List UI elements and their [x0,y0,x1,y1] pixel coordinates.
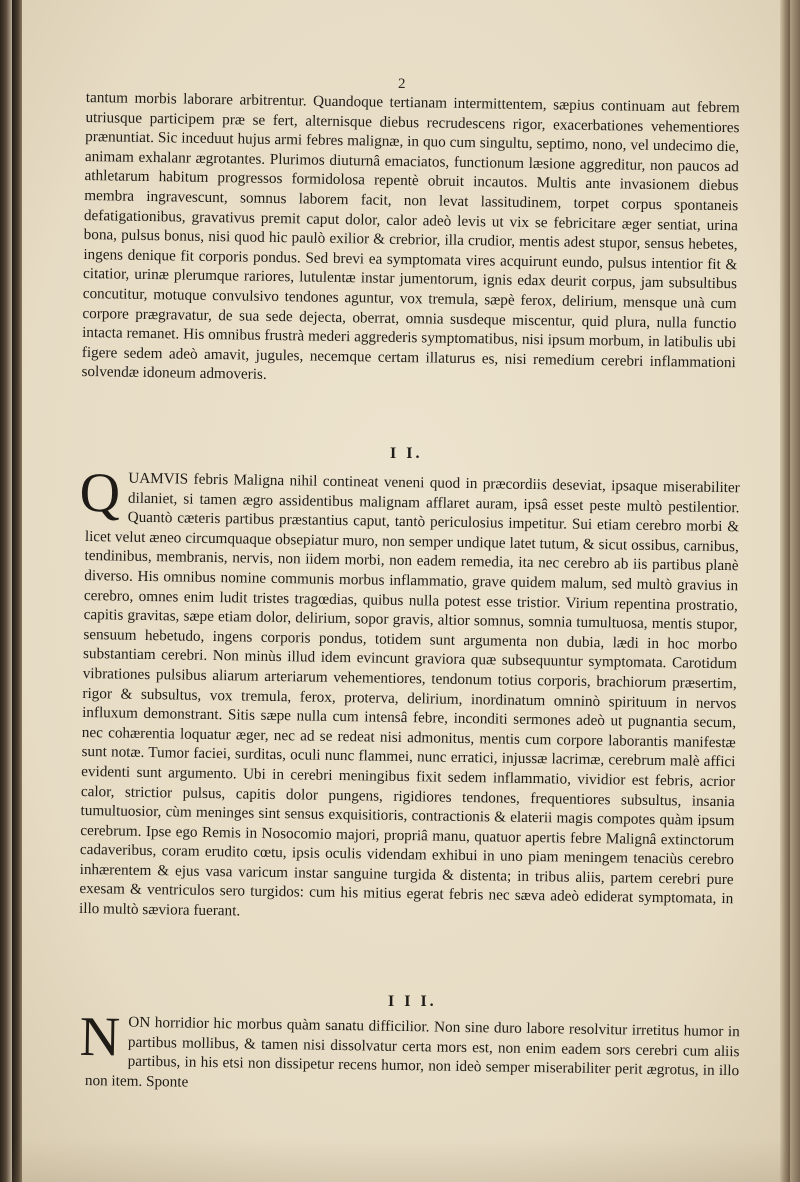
section-2-dropcap: Q [79,461,121,525]
section-3-dropcap: N [79,1005,121,1069]
page-bottom-shade [12,1138,790,1182]
page-number: 2 [398,76,406,92]
section-3-heading: I I I. [388,993,437,1010]
paragraph-section-3 [79,1005,740,1101]
page-fore-edge [780,0,790,1182]
paragraph-section-1 [81,88,740,392]
paragraph-section-2 [78,461,740,929]
section-1-text: tantum morbis laborare arbitrentur. Quandoque tertianam intermittentem, sæpius continuam aut febrem utriusque participem præ se fert, alternisque diebus recrudescens rigor, exacerbationes vehementiores prænuntiat. Sic inceduut hujus armi febres malignæ, in quo cum singultu, septimo, nono, vel undecimo die, animam exhalanr ægrotantes. Plurimos diuturnâ emaciatos, functionum læsione aggreditur, non paucos ad athletarum habitum progressos formidolosa repentè obruit incautos. Multis ante invasionem diebus membra ingravescunt, somnus laborem facit, non levat lassitudinem, torpet corpus spontaneis defatigationibus, gravativus premit caput dolor, calor adeò levis ut vix se febricitare æger sentiat, urina bona, pulsus bonus, nisi quod hic paulò exilior & crebrior, illa crudior, mentis adest stupor, sensus hebetes, ingens denique fit corporis pondus. Sed brevi ea symptomata vires acquirunt eundo, pulsus intentior fit & citatior, urinæ plerumque rariores, lutulentæ instar jumentorum, ignis edax deurit corpus, jam subsultibus concutitur, motuque convulsivo tendones aguntur, vox tremula, sæpè ferox, delirium, mensque unà cum corpore prægravatur, de sua sede dejecta, oberrat, omnia susdeque miscentur, quid plura, nulla functio intacta remanet. His omnibus frustrà mederi aggrederis symptomatibus, nisi ipsum morbum, in latibulis ubi figere sedem adeò amavit, jugules, necemque certam illaturus es, nisi remedium cerebri inflammationi solvendæ idoneum admoveris. [81,88,740,384]
section-2-heading: I I. [390,445,423,462]
page-gutter-shadow [12,0,22,1182]
section-3-text: ON horridior hic morbus quàm sanatu difficilior. Non sine duro labore resolvitur irretitus humor in partibus mollibus, & tamen nisi dissolvatur certa mors est, non enim eadem sors cerebri cum aliis partibus, in his etsi non dissipetur recens humor, non ideò semper miserabiliter perit ægrotus, in illo non item. Sponte [84,1013,740,1091]
section-2-text: UAMVIS febris Maligna nihil contineat veneni quod in præcordiis deseviat, ipsaque miserabiliter dilaniet, si tamen ægro assidentibus malignam afflaret auram, ipsâ esset peste multò pestilentior. Quantò cæteris partibus præstantius caput, tantò periculosius impetitur. Sui etiam cerebro morbi & licet velut æneo circumquaque obsepiatur muro, non semper undique latet tutum, & sicut ossibus, carnibus, tendinibus, membranis, nervis, non iidem morbi, non eadem remedia, ita nec cerebro ab iis partibus planè diverso. His omnibus nomine communis morbus inflammatio, grave quidem malum, sed multò gravius in cerebro, omnes enim ludit tristes tragœdias, quibus nulla potest esse tristior. Virium repentina prostratio, capitis gravitas, sæpe etiam dolor, delirium, sopor gravis, altior somnus, somnia tumultuosa, mentis stupor, sensuum hebetudo, ingens corporis pondus, totidem sunt argumenta non dubia, lædi in hoc morbo substantiam cerebri. Non minùs illud idem evincunt graviora quæ subsequuntur symptomata. Carotidum vibrationes pulsibus aliarum arteriarum vehementiores, tendonum totius corporis, brachiorum præsertim, rigor & subsultus, vox tremula, ferox, proterva, delirium, inordinatum omninò spirituum in nervos influxum demonstrant. Sitis sæpe nulla cum intensâ febre, inconditi sermones adeò ut pugnantia secum, nec cohærentia loquatur æger, nec ad se redeat nisi admonitus, mentis cum corpore laborantis manifestæ sunt notæ. Tumor faciei, surditas, oculi nunc flammei, nunc erratici, injussæ lacrimæ, cerebrum malè affici evidenti sunt argumento. Ubi in cerebri meningibus fixit sedem inflammatio, vividior est febris, acrior calor, strictior pulsus, capitis dolor pungens, rigidiores tendones, frequentiores subsultus, insania tumultuosior, cùm meninges sint sensus exquisitioris, contractionis & elaterii magis compotes quàm ipsum cerebrum. Ipse ego Remis in Nosocomio majori, propriâ manu, quatuor apertis febre Malignâ extinctorum cadaveribus, coram erudito cœtu, ipsis oculis videndam exhibui in uno piam meningem tenaciùs cerebro inhærentem & ejus vasa varicum instar sanguine turgida & distenta; in tribus aliis, partem cerebri pure exesam & ventriculos sero turgidos: cum his mitius egerat febris nec sæva adeò ediderat symptomata, in illo multò sæviora fuerant. [78,469,740,920]
